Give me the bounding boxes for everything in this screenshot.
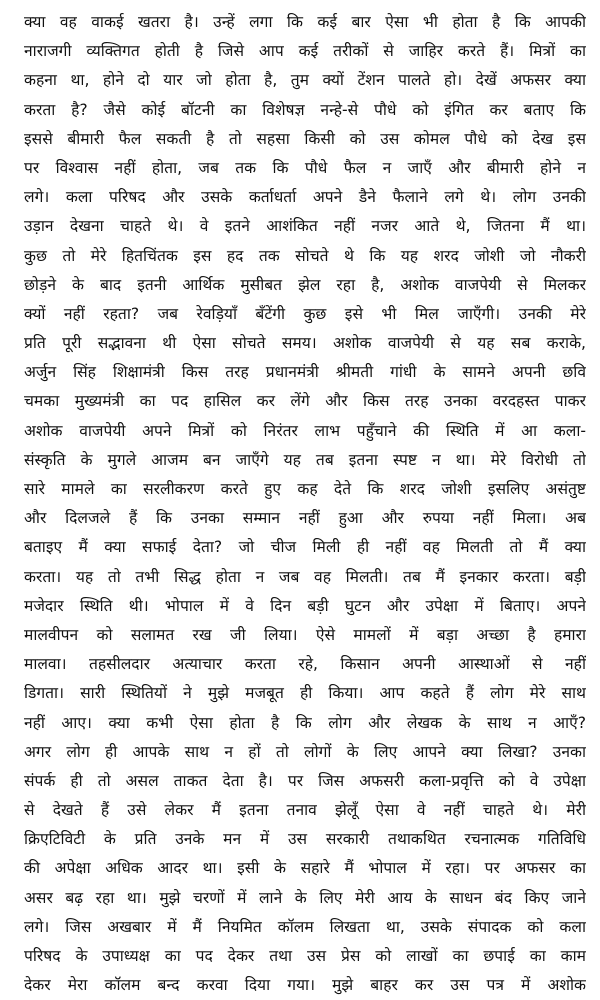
text-line: नाराजगी व्यक्तिगत होती है जिसे आप कई तरीकों से जाहिर करते हैं। मित्रों का [24, 42, 586, 61]
text-line: से देखते हैं उसे लेकर मैं इतना तनाव झेलूँ ऐसा वे नहीं चाहते थे। मेरी [24, 801, 586, 820]
text-line: क्यों नहीं रहता? जब रेवड़ियाँ बँटेंगी कुछ इसे भी मिल जाएँगी। उनकी मेरे [24, 304, 586, 323]
text-line: डिगता। सारी स्थितियों ने मुझे मजबूत ही किया। आप कहते हैं लोग मेरे साथ [24, 684, 586, 703]
text-line: कहना था, होने दो यार जो होता है, तुम क्यों टेंशन पालते हो। देखें अफसर क्या [24, 71, 586, 90]
body-text [24, 8, 586, 1000]
text-line: अर्जुन सिंह शिक्षामंत्री किस तरह प्रधानमंत्री श्रीमती गांधी के सामने अपनी छवि [24, 363, 586, 382]
text-line: बताइए मैं क्या सफाई देता? जो चीज मिली ही नहीं वह मिलती तो मैं क्या [24, 538, 586, 557]
text-line: लगे। कला परिषद और उसके कर्ताधर्ता अपने डैने फैलाने लगे थे। लोग उनकी [24, 188, 586, 207]
text-line: की अपेक्षा अधिक आदर था। इसी के सहारे मैं भोपाल में रहा। पर अफसर का [24, 859, 586, 878]
text-line: करता है? जैसे कोई बॉटनी का विशेषज्ञ नन्हे-से पौधे को इंगित कर बताए कि [24, 100, 586, 119]
text-line: चमका मुख्यमंत्री का पद हासिल कर लेंगे और किस तरह उनका वरदहस्त पाकर [24, 392, 586, 411]
text-line: मालवीपन को सलामत रख जी लिया। ऐसे मामलों में बड़ा अच्छा है हमारा [24, 625, 586, 644]
text-line: उड़ान देखना चाहते थे। वे इतने आशंकित नहीं नजर आते थे, जितना मैं था। [24, 217, 586, 236]
text-line: अगर लोग ही आपके साथ न हों तो लोगों के लिए आपने क्या लिखा? उनका [24, 742, 586, 761]
text-line: अशोक वाजपेयी अपने मित्रों को निरंतर लाभ पहुँचाने की स्थिति में आ कला- [24, 421, 586, 440]
text-line: कुछ तो मेरे हितचिंतक इस हद तक सोचते थे कि यह शरद जोशी जो नौकरी [24, 246, 586, 265]
text-line: करता। यह तो तभी सिद्ध होता न जब वह मिलती। तब मैं इनकार करता। बड़ी [24, 567, 586, 586]
text-line: देकर मेरा कॉलम बन्द करवा दिया गया। मुझे बाहर कर उस पत्र में अशोक [24, 976, 586, 995]
text-line: छोड़ने के बाद इतनी आर्थिक मुसीबत झेल रहा है, अशोक वाजपेयी से मिलकर [24, 275, 586, 294]
text-line: सारे मामले का सरलीकरण करते हुए कह देते कि शरद जोशी इसलिए असंतुष्ट [24, 480, 586, 498]
text-line: संस्कृति के मुगले आजम बन जाएँगे यह तब इतना स्पष्ट न था। मेरे विरोधी तो [24, 450, 586, 469]
text-line: इससे बीमारी फैल सकती है तो सहसा किसी को उस कोमल पौधे को देख इस [24, 129, 586, 148]
text-line: पर विश्वास नहीं होता, जब तक कि पौधे फैल न जाएँ और बीमारी होने न [24, 158, 586, 177]
text-line: असर बढ़ रहा था। मुझे चरणों में लाने के लिए मेरी आय के साधन बंद किए जाने [24, 888, 586, 907]
text-line: संपर्क ही तो असल ताकत देता है। पर जिस अफसरी कला-प्रवृत्ति को वे उपेक्षा [24, 771, 586, 790]
text-line: नहीं आए। क्या कभी ऐसा होता है कि लोग और लेखक के साथ न आएँ? [24, 713, 586, 732]
text-line: क्रिएटिविटी के प्रति उनके मन में उस सरकारी तथाकथित रचनात्मक गतिविधि [24, 830, 586, 849]
text-line: लगे। जिस अखबार में मैं नियमित कॉलम लिखता था, उसके संपादक को कला [24, 917, 586, 936]
text-line: मालवा। तहसीलदार अत्याचार करता रहे, किसान अपनी आस्थाओं से नहीं [24, 655, 586, 674]
text-line: क्या वह वाकई खतरा है। उन्हें लगा कि कई बार ऐसा भी होता है कि आपकी [24, 13, 586, 31]
text-line: प्रति पूरी सद्भावना थी ऐसा सोचते समय। अशोक वाजपेयी से यह सब कराके, [24, 334, 586, 353]
text-line: परिषद के उपाध्यक्ष का पद देकर तथा उस प्रेस को लाखों का छपाई का काम [24, 947, 586, 965]
text-line: और दिलजले हैं कि उनका सम्मान नहीं हुआ और रुपया नहीं मिला। अब [24, 509, 586, 528]
text-line: मजेदार स्थिति थी। भोपाल में वे दिन बड़ी घुटन और उपेक्षा में बिताए। अपने [24, 596, 586, 615]
